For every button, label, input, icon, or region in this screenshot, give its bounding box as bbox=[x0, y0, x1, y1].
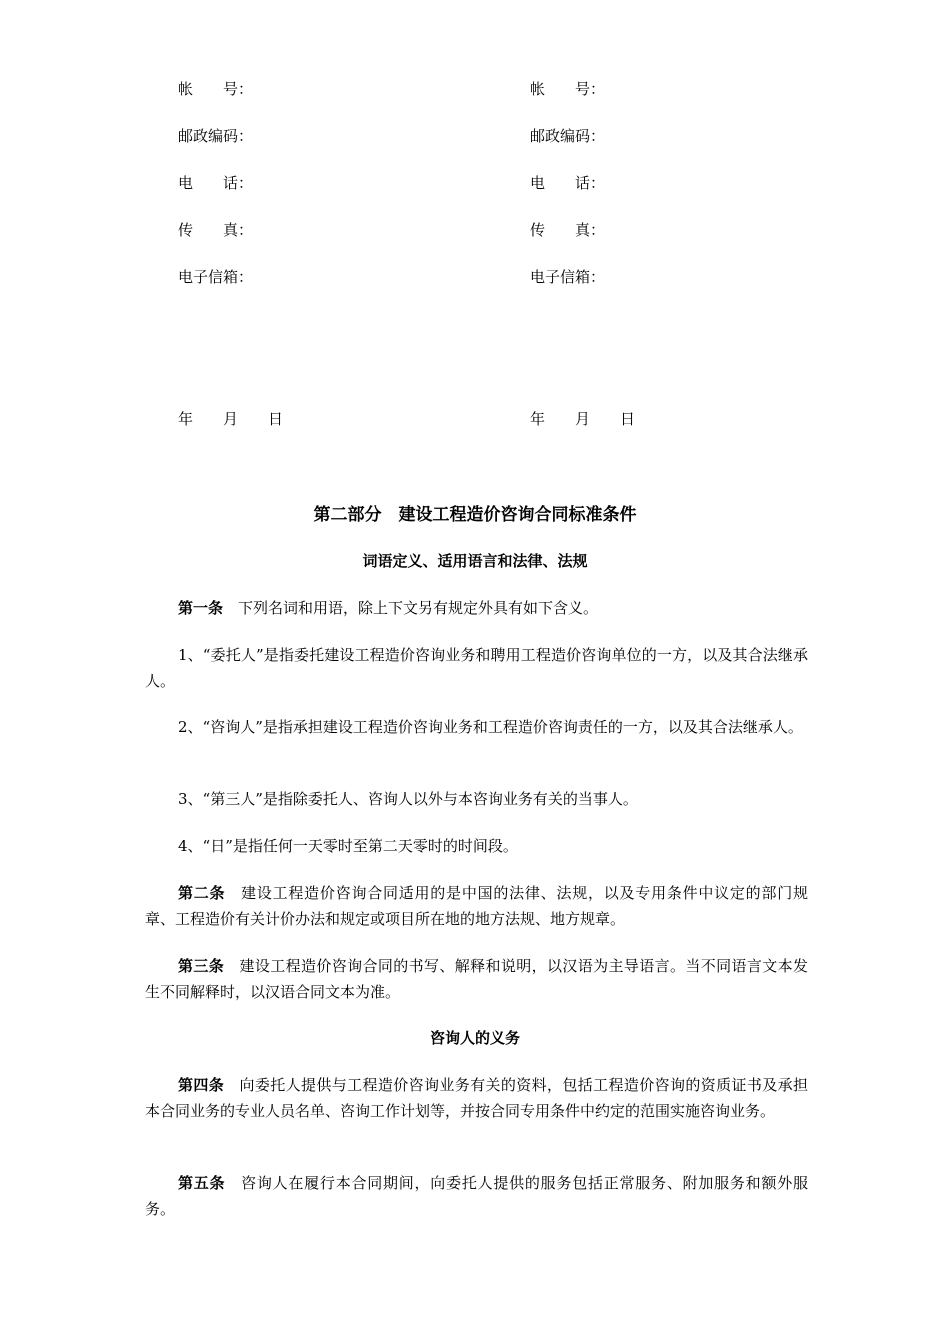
article-5-text: 咨询人在履行本合同期间，向委托人提供的服务包括正常服务、附加服务和额外服务。 bbox=[145, 1174, 808, 1218]
article-5 bbox=[145, 1170, 808, 1222]
article-4 bbox=[145, 1072, 808, 1124]
part-title: 第二部分 建设工程造价咨询合同标准条件 bbox=[313, 505, 637, 525]
article-3-label: 第三条 bbox=[178, 957, 225, 975]
article-2-text: 建设工程造价咨询合同适用的是中国的法律、法规，以及专用条件中议定的部门规章、工程造价有关计价办法和规定或项目所在地的地方法规、地方规章。 bbox=[145, 884, 808, 928]
right-postcode-label: 邮政编码： bbox=[530, 127, 606, 145]
section-title-definitions: 词语定义、适用语言和法律、法规 bbox=[362, 552, 588, 570]
left-email-label: 电子信箱： bbox=[178, 268, 254, 286]
section-title-obligations: 咨询人的义务 bbox=[429, 1029, 520, 1047]
right-phone-label: 电 话： bbox=[530, 174, 606, 192]
right-account-label: 帐 号： bbox=[530, 80, 606, 98]
definition-1: 1、“委托人”是指委托建设工程造价咨询业务和聘用工程造价咨询单位的一方，以及其合法继承人。 bbox=[145, 646, 808, 690]
article-4-text: 向委托人提供与工程造价咨询业务有关的资料，包括工程造价咨询的资质证书及承担本合同业务的专业人员名单、咨询工作计划等，并按合同专用条件中约定的范围实施咨询业务。 bbox=[145, 1076, 808, 1120]
definition-4: 4、“日”是指任何一天零时至第二天零时的时间段。 bbox=[178, 837, 518, 855]
left-fax-label: 传 真： bbox=[178, 221, 254, 239]
article-3-text: 建设工程造价咨询合同的书写、解释和说明，以汉语为主导语言。当不同语言文本发生不同解释时，以汉语合同文本为准。 bbox=[145, 957, 808, 1001]
article-1-label: 第一条 bbox=[178, 599, 224, 617]
article-2 bbox=[145, 880, 808, 932]
article-4-label: 第四条 bbox=[178, 1076, 225, 1094]
left-postcode-label: 邮政编码： bbox=[178, 127, 254, 145]
article-1 bbox=[145, 595, 808, 621]
article-2-label: 第二条 bbox=[178, 884, 226, 902]
right-fax-label: 传 真： bbox=[530, 221, 606, 239]
definition-2: 2、“咨询人”是指承担建设工程造价咨询业务和工程造价咨询责任的一方，以及其合法继承人。 bbox=[178, 718, 803, 736]
definition-3: 3、“第三人”是指除委托人、咨询人以外与本咨询业务有关的当事人。 bbox=[178, 790, 638, 808]
left-account-label: 帐 号： bbox=[178, 80, 254, 98]
left-phone-label: 电 话： bbox=[178, 174, 254, 192]
article-5-label: 第五条 bbox=[178, 1174, 226, 1192]
left-date-label: 年 月 日 bbox=[178, 410, 284, 428]
article-1-text: 下列名词和用语，除上下文另有规定外具有如下含义。 bbox=[223, 599, 599, 617]
right-email-label: 电子信箱： bbox=[530, 268, 606, 286]
article-3 bbox=[145, 953, 808, 1005]
right-date-label: 年 月 日 bbox=[530, 410, 636, 428]
